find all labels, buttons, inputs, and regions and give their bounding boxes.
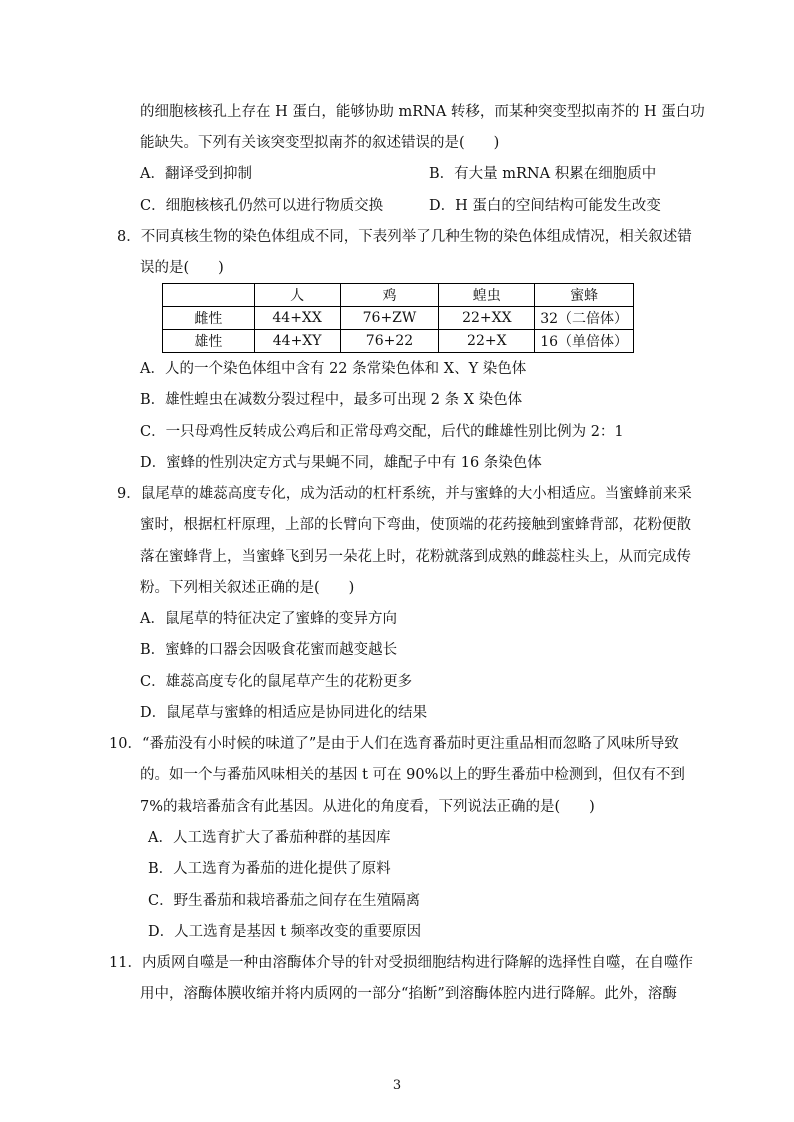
q7-stem-line-1: 的细胞核核孔上存在 H 蛋白，能够协助 mRNA 转移，而某种突变型拟南芥的 H 蛋白功 — [140, 104, 705, 120]
q10-option-d: D．人工选育是基因 t 频率改变的重要原因 — [148, 924, 422, 940]
table-header-cell: 蝗虫 — [439, 284, 535, 307]
q8-stem-line-2: 误的是( ) — [140, 260, 224, 276]
q11-stem-line-1: 11．内质网自噬是一种由溶酶体介导的针对受损细胞结构进行降解的选择性自噬，在自噬作 — [109, 955, 693, 971]
table-header-cell: 鸡 — [340, 284, 439, 307]
table-header-cell: 人 — [254, 284, 340, 307]
table-cell: 16（单倍体） — [535, 330, 634, 353]
q7-stem-line-2: 能缺失。下列有关该突变型拟南芥的叙述错误的是( ) — [140, 135, 500, 151]
q9-option-d: D．鼠尾草与蜜蜂的相适应是协同进化的结果 — [140, 705, 428, 721]
table-header-cell: 蜜蜂 — [535, 284, 634, 307]
q10-option-c: C．野生番茄和栽培番茄之间存在生殖隔离 — [148, 893, 421, 909]
table-cell: 22+XX — [439, 307, 535, 330]
page-number: 3 — [392, 1078, 402, 1093]
q9-stem-line-2: 蜜时，根据杠杆原理，上部的长臂向下弯曲，使顶端的花药接触到蜜蜂背部，花粉便散 — [140, 517, 691, 533]
table-cell: 44+XY — [254, 330, 340, 353]
table-row — [163, 330, 634, 353]
q9-option-b: B．蜜蜂的口器会因吸食花蜜而越变越长 — [140, 642, 398, 658]
q7-option-a: A．翻译受到抑制 — [140, 166, 252, 182]
table-cell: 雌性 — [163, 307, 255, 330]
q8-stem-line-1: 8．不同真核生物的染色体组成不同，下表列举了几种生物的染色体组成情况，相关叙述错 — [117, 229, 692, 245]
table-row — [163, 307, 634, 330]
q8-option-d: D．蜜蜂的性别决定方式与果蝇不同，雄配子中有 16 条染色体 — [140, 455, 542, 471]
chromosome-table — [162, 283, 634, 353]
q10-stem-line-1: 10．“番茄没有小时候的味道了”是由于人们在选育番茄时更注重品相而忽略了风味所导致 — [109, 736, 679, 752]
q8-option-b: B．雄性蝗虫在减数分裂过程中，最多可出现 2 条 X 染色体 — [140, 392, 523, 408]
q9-stem-line-4: 粉。下列相关叙述正确的是( ) — [140, 580, 355, 596]
q7-option-c: C．细胞核核孔仍然可以进行物质交换 — [140, 198, 384, 214]
q10-stem-line-3: 7%的栽培番茄含有此基因。从进化的角度看，下列说法正确的是( ) — [140, 799, 595, 815]
table-header-row — [163, 284, 634, 307]
table-cell: 32（二倍体） — [535, 307, 634, 330]
q10-option-b: B．人工选育为番茄的进化提供了原料 — [148, 861, 391, 877]
q8-option-c: C．一只母鸡性反转成公鸡后和正常母鸡交配，后代的雌雄性别比例为 2：1 — [140, 424, 624, 440]
table-header-cell — [163, 284, 255, 307]
q9-option-a: A．鼠尾草的特征决定了蜜蜂的变异方向 — [140, 611, 397, 627]
table-cell: 76+ZW — [340, 307, 439, 330]
q10-option-a: A．人工选育扩大了番茄种群的基因库 — [148, 830, 391, 846]
q9-stem-line-3: 落在蜜蜂背上，当蜜蜂飞到另一朵花上时，花粉就落到成熟的雌蕊柱头上，从而完成传 — [140, 549, 691, 565]
q7-option-b: B．有大量 mRNA 积累在细胞质中 — [429, 166, 657, 182]
table-cell: 22+X — [439, 330, 535, 353]
q8-option-a: A．人的一个染色体组中含有 22 条常染色体和 X、Y 染色体 — [140, 361, 527, 377]
table-cell: 雄性 — [163, 330, 255, 353]
table-cell: 76+22 — [340, 330, 439, 353]
q7-option-d: D．H 蛋白的空间结构可能发生改变 — [429, 198, 661, 214]
q9-stem-line-1: 9．鼠尾草的雄蕊高度专化，成为活动的杠杆系统，并与蜜蜂的大小相适应。当蜜蜂前来采 — [117, 486, 692, 502]
q10-stem-line-2: 的。如一个与番茄风味相关的基因 t 可在 90%以上的野生番茄中检测到，但仅有不到 — [140, 767, 685, 783]
q9-option-c: C．雄蕊高度专化的鼠尾草产生的花粉更多 — [140, 674, 413, 690]
table-cell: 44+XX — [254, 307, 340, 330]
q11-stem-line-2: 用中，溶酶体膜收缩并将内质网的一部分“掐断”到溶酶体腔内进行降解。此外，溶酶 — [140, 986, 677, 1002]
